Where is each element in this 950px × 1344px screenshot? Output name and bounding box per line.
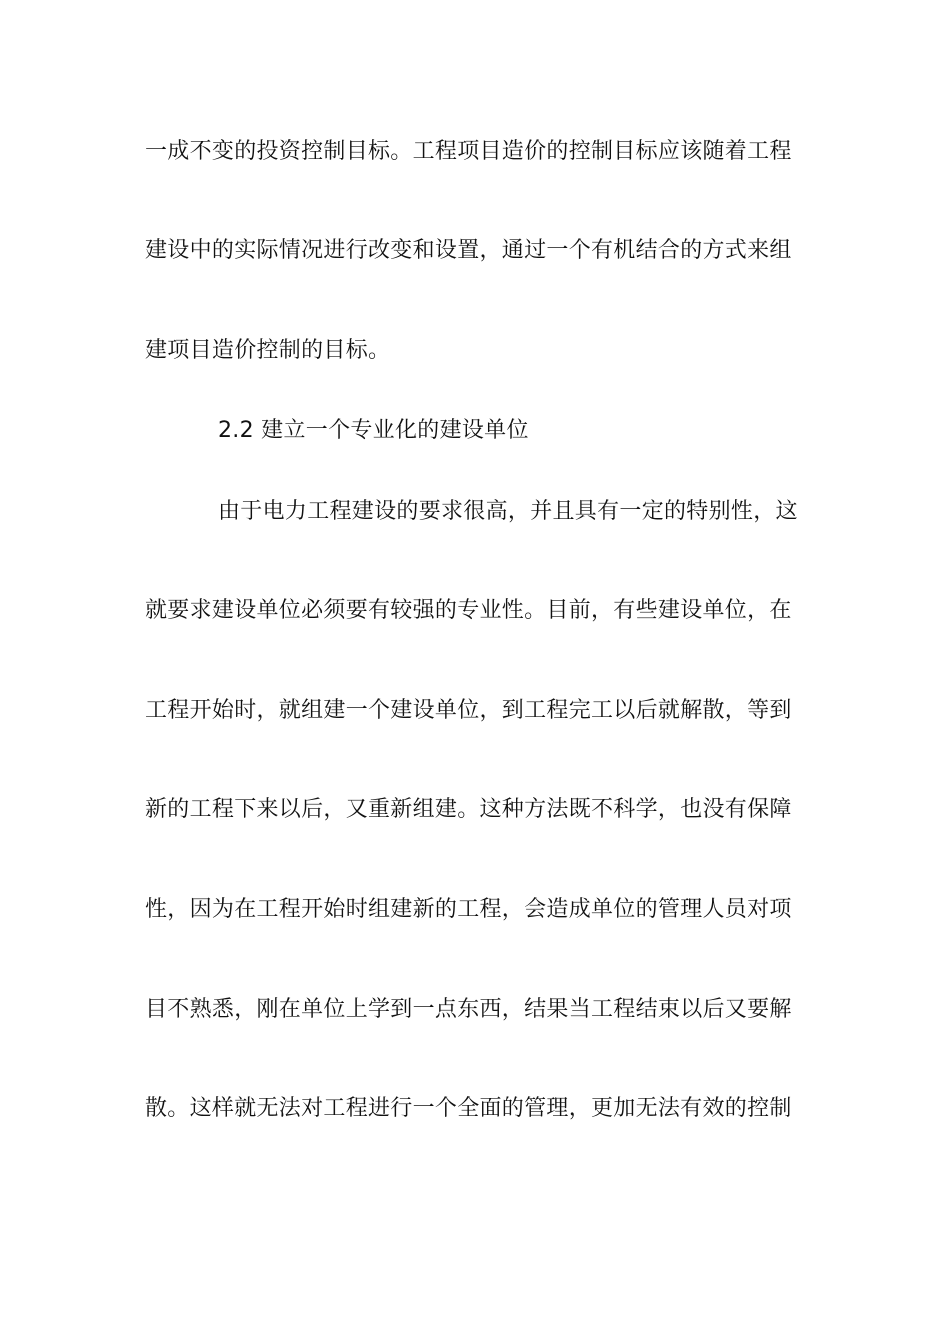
text-line: 建设中的实际情况进行改变和设置，通过一个有机结合的方式来组 <box>145 238 792 263</box>
paragraph-line: 就要求建设单位必须要有较强的专业性。目前，有些建设单位，在 <box>145 598 792 623</box>
paragraph-line: 工程开始时，就组建一个建设单位，到工程完工以后就解散，等到 <box>145 698 792 723</box>
paragraph-line: 性，因为在工程开始时组建新的工程，会造成单位的管理人员对项 <box>145 897 792 922</box>
paragraph-line: 目不熟悉，刚在单位上学到一点东西，结果当工程结束以后又要解 <box>145 997 792 1022</box>
text-line: 建项目造价控制的目标。 <box>145 338 391 363</box>
paragraph-line: 由于电力工程建设的要求很高，并且具有一定的特别性，这 <box>218 499 798 524</box>
text-line: 一成不变的投资控制目标。工程项目造价的控制目标应该随着工程 <box>145 139 792 164</box>
paragraph-line: 新的工程下来以后，又重新组建。这种方法既不科学，也没有保障 <box>145 797 792 822</box>
paragraph-line: 散。这样就无法对工程进行一个全面的管理，更加无法有效的控制 <box>145 1096 792 1121</box>
section-heading: 2.2 建立一个专业化的建设单位 <box>218 418 529 443</box>
